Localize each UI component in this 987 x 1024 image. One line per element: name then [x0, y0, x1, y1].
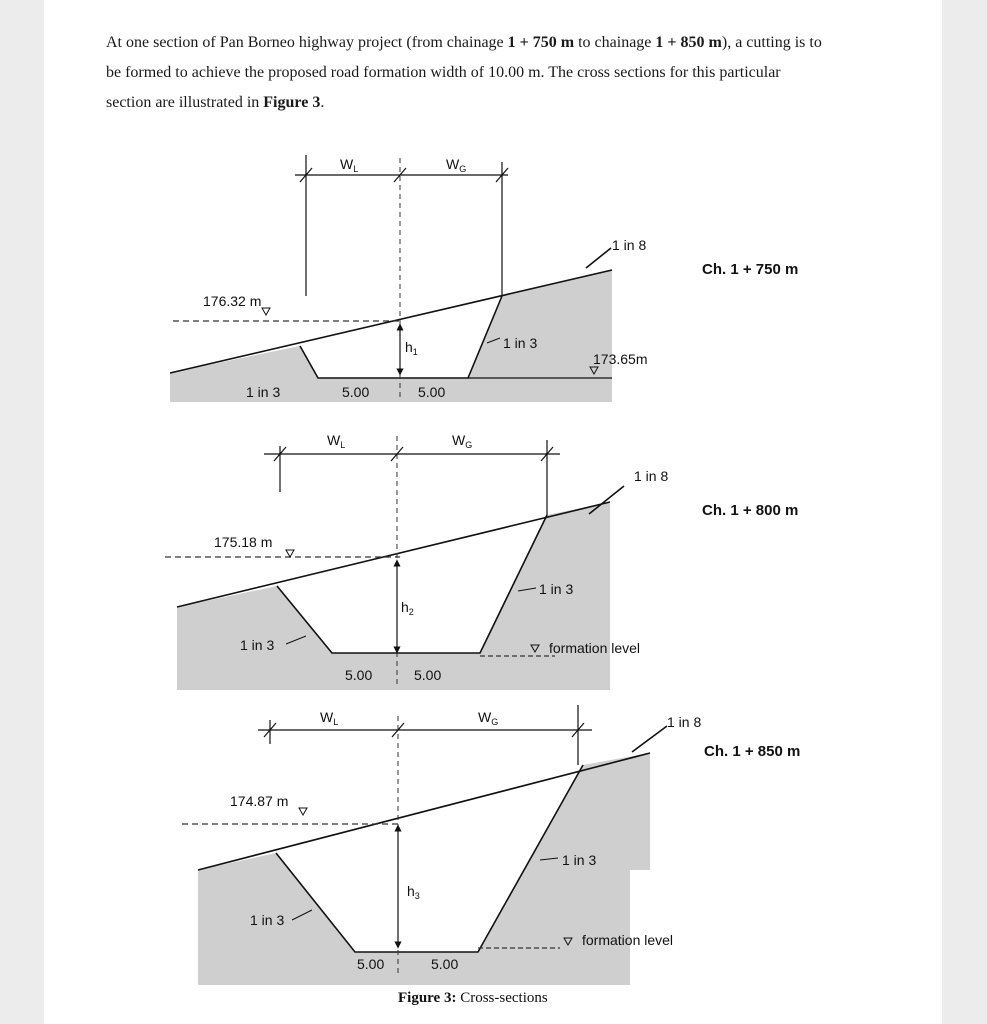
slope-right-2: 1 in 3: [539, 581, 574, 597]
left-level-1: 176.32 m: [203, 293, 262, 309]
slope-1in8-3: 1 in 8: [667, 714, 702, 730]
slope-1in8-1: 1 in 8: [612, 237, 647, 253]
wg-label-3: $W_G$: [478, 709, 499, 727]
slope-left-2: 1 in 3: [240, 637, 275, 653]
chainage-3: Ch. 1 + 850 m: [704, 743, 801, 760]
wl-label-2: $W_L$: [327, 432, 346, 450]
level-marker-1: [262, 308, 270, 315]
half-width-left-1: 5.00: [342, 384, 370, 400]
left-level-3: 174.87 m: [230, 793, 289, 809]
half-width-right-1: 5.00: [418, 384, 446, 400]
slope-left-3: 1 in 3: [250, 912, 285, 928]
h1-label: $h_1$: [405, 339, 418, 357]
slope-right-3: 1 in 3: [562, 852, 597, 868]
chainage-1: Ch. 1 + 750 m: [702, 261, 799, 278]
intro-text-1: At one section of Pan Borneo highway project (from chainage: [106, 34, 508, 51]
wl-label-3: $W_L$: [320, 709, 339, 727]
intro-text-4: .: [320, 94, 325, 111]
cut-profile-1: [300, 296, 502, 378]
cross-section-2: [165, 432, 798, 690]
h2-label: $h_2$: [401, 599, 414, 617]
ground-body-3: [198, 753, 650, 985]
level-marker-2: [286, 550, 294, 557]
wg-label-2: $W_G$: [452, 432, 473, 450]
wl-label-1: $W_L$: [340, 156, 359, 174]
formation-level-3: formation level: [582, 932, 674, 948]
ground-body-1: [170, 270, 612, 402]
cross-section-1: [170, 155, 798, 402]
formation-level-2: formation level: [549, 640, 641, 656]
half-width-right-2: 5.00: [414, 667, 442, 683]
level-marker-3: [299, 808, 307, 815]
intro-text-3: ), a cutting is to be formed to achieve the proposed road formation width of 10.00 m. The cross sections for this particular section are illustrated in: [106, 34, 822, 111]
h3-label: $h_3$: [407, 883, 420, 901]
intro-figure-ref: Figure 3: [263, 94, 321, 111]
wg-label-1: $W_G$: [446, 156, 467, 174]
half-width-left-2: 5.00: [345, 667, 373, 683]
cross-section-3: [182, 705, 800, 985]
intro-chainage-start: 1 + 750 m: [507, 34, 575, 51]
right-level-1: 173.65m: [593, 351, 648, 367]
intro-text-2: to chainage: [574, 34, 656, 51]
half-width-left-3: 5.00: [357, 956, 385, 972]
slope-right-1: 1 in 3: [503, 335, 538, 351]
half-width-right-3: 5.00: [431, 956, 459, 972]
intro-chainage-end: 1 + 850 m: [655, 34, 722, 51]
chainage-2: Ch. 1 + 800 m: [702, 502, 799, 519]
slope-left-1: 1 in 3: [246, 384, 281, 400]
slope-1in8-2: 1 in 8: [634, 468, 669, 484]
figure-caption: Figure 3: Cross-sections: [398, 990, 548, 1006]
left-level-2: 175.18 m: [214, 534, 273, 550]
